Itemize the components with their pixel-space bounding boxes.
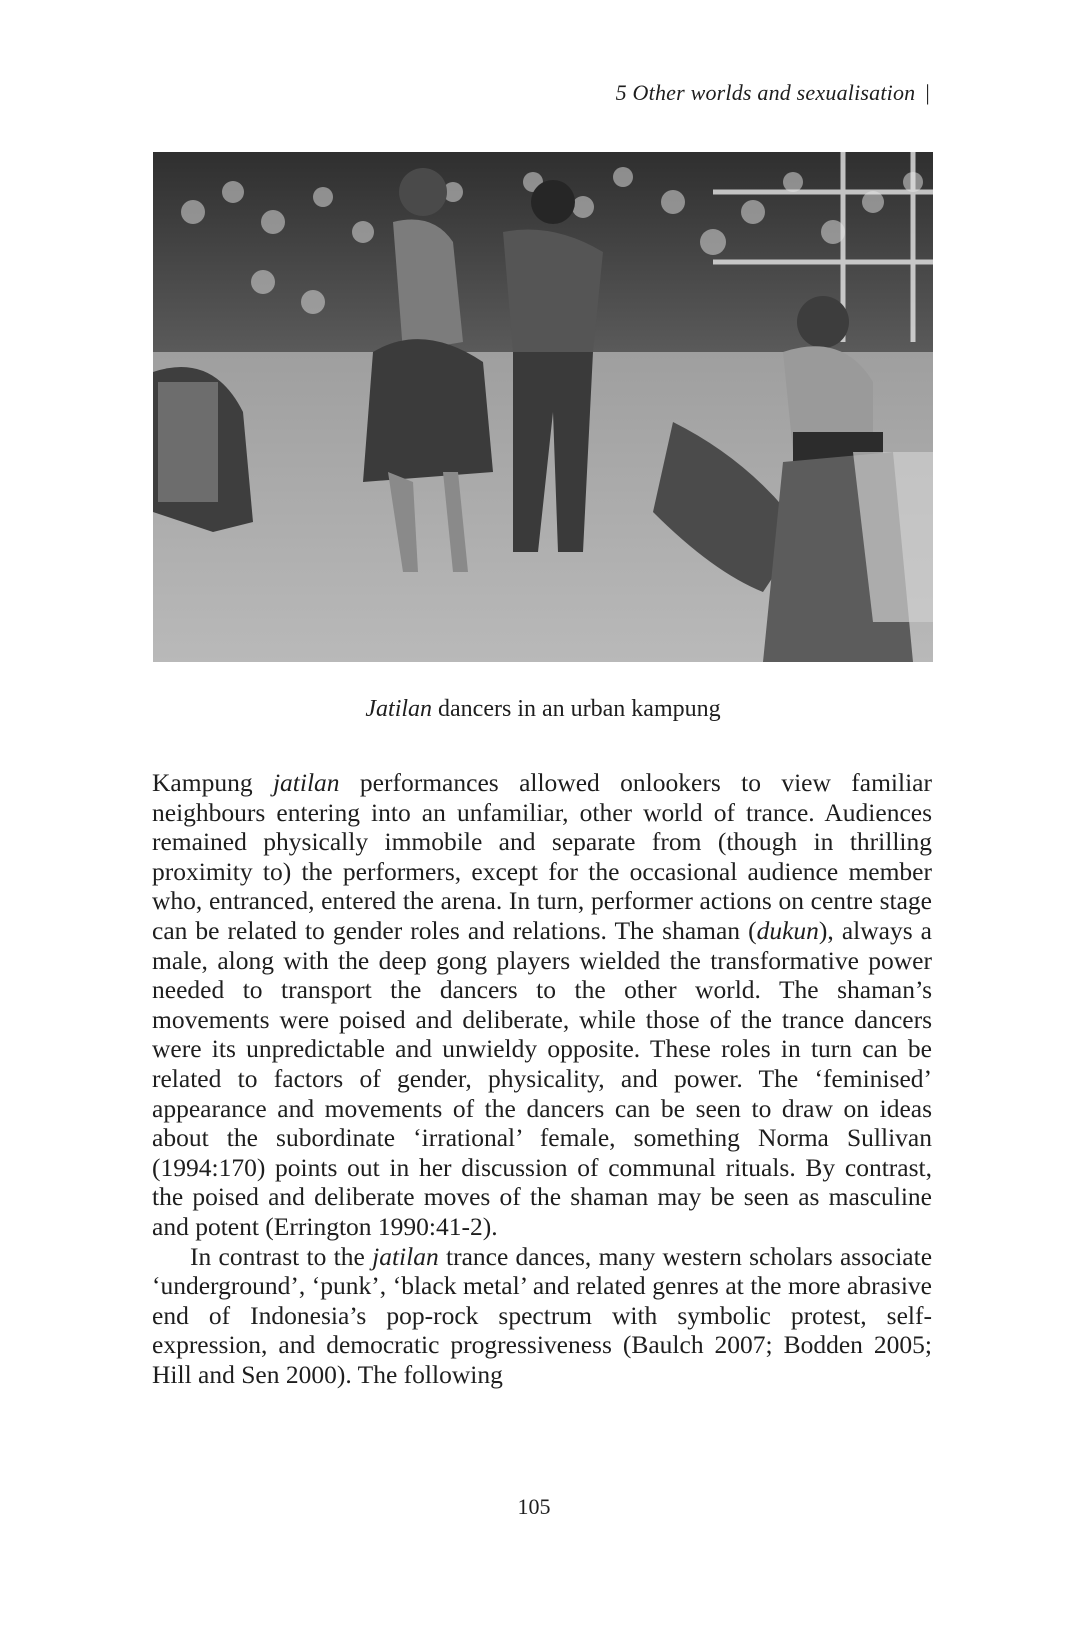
p1-italic-dukun: dukun [756, 915, 819, 945]
body-text [152, 768, 932, 1389]
p2-italic-jatilan: jatilan [372, 1241, 439, 1271]
caption-text: dancers in an urban kampung [432, 696, 721, 722]
photo-illustration [153, 152, 933, 662]
running-head-title: 5 Other worlds and sexualisation [615, 80, 916, 105]
figure-photo [153, 152, 933, 662]
figure-caption [153, 696, 933, 723]
p2-segment: In contrast to the [190, 1241, 373, 1271]
p1-segment: performances allowed onlookers to view familiar neighbours entering into an unfamiliar, other world of trance. Audiences remained physically immobile and separate from (though in thrilling proximity to) the performers, except for the occasional audience member who, entranced, entered the arena. In turn, performer actions on centre stage can be related to gender roles and relations. The shaman ( [152, 768, 932, 945]
p1-segment: Kampung [152, 768, 273, 797]
p1-italic-jatilan: jatilan [272, 768, 340, 797]
caption-italic-term: Jatilan [365, 696, 433, 722]
paragraph-2 [152, 1242, 932, 1390]
paragraph-1 [152, 768, 932, 1242]
running-head-separator: | [925, 80, 930, 105]
p2-segment: trance dances, many western scholars associate ‘underground’, ‘punk’, ‘black metal’ and related genres at the more abrasive end of Indonesia’s pop-rock spectrum with symbolic protest, self-expression, and democratic progressiveness (Baulch 2007; Bodden 2005; Hill and Sen 2000). The following [152, 1241, 933, 1389]
p1-segment: ), always a male, along with the deep gong players wielded the transformative power needed to transport the dancers to the other world. The shaman’s movements were poised and deliberate, while those of the trance dancers were its unpredictable and unwieldy opposite. These roles in turn can be related to factors of gender, physicality, and power. The ‘feminised’ appearance and movements of the dancers can be seen to draw on ideas about the subordinate ‘irrational’ female, something Norma Sullivan (1994:170) points out in her discussion of communal rituals. By contrast, the poised and deliberate moves of the shaman may be seen as masculine and potent (Errington 1990:41-2). [152, 915, 932, 1241]
page-number: 105 [517, 1494, 551, 1519]
running-head [616, 80, 930, 106]
